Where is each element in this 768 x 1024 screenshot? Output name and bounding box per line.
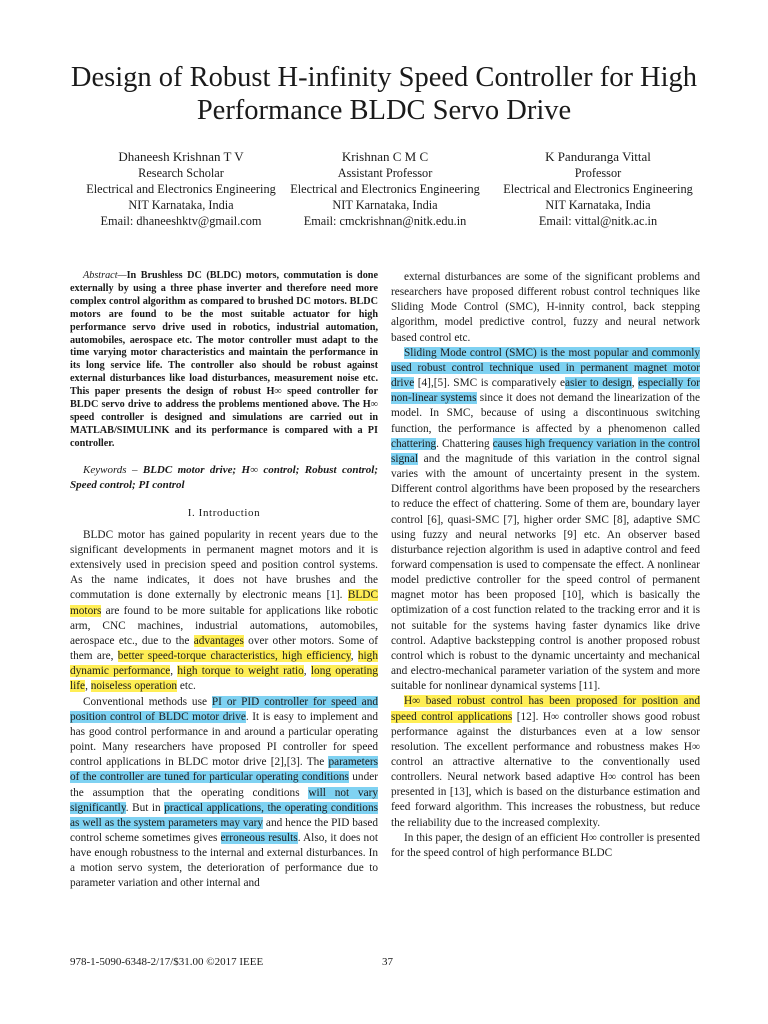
text-run: . Chattering	[436, 437, 493, 450]
text-run: ,	[303, 665, 311, 678]
text-run: since it does not demand the linearization of the model. In SMC, because of using a discontinuous switching function, the performance is affected by a phenomenon called	[391, 392, 700, 435]
text-run: Conventional methods use	[83, 695, 212, 708]
highlighted-text: will not vary significantly	[70, 786, 379, 814]
text-run: BLDC motor has gained popularity in recent years due to the significant developments in permanent magnet motors and it is extensively used in precision speed and position control systems. As the name indicates, it does not have brushes and the commutation is done externally by electronic means [1].	[70, 528, 378, 602]
text-run: In this paper, the design of an efficient H∞ controller is presented for the speed control of high performance BLDC	[391, 831, 700, 859]
keywords-label: Keywords –	[83, 463, 138, 476]
highlighted-text: advantages	[193, 634, 244, 647]
author-role: Research Scholar	[138, 166, 224, 180]
author-inst: NIT Karnataka, India	[332, 198, 438, 212]
text-run: [4],[5]. SMC is comparatively e	[414, 377, 565, 390]
highlighted-text: practical applications, the operating conditions as well as the system parameters may vary	[70, 801, 379, 829]
text-run: under the assumption that the operating conditions	[70, 771, 379, 799]
text-run: etc.	[177, 680, 196, 693]
text-run: are found to be more suitable for applications like robotic arm, CNC machines, industrial automations, automobiles, aerospace etc., due to the	[70, 604, 378, 647]
author-dept: Electrical and Electronics Engineering	[503, 182, 693, 196]
highlighted-text: high torque to weight ratio	[177, 665, 304, 678]
highlighted-text: asier to design	[565, 377, 632, 390]
paragraph	[70, 528, 378, 695]
author-role: Assistant Professor	[337, 166, 433, 180]
footer-isbn: 978-1-5090-6348-2/17/$31.00 ©2017 IEEE	[70, 956, 264, 968]
highlighted-text: Sliding Mode control (SMC) is the most popular and commonly used robust control technique used in permanent magnet motor drive	[391, 346, 700, 390]
text-run: . Also, it does not have enough robustness to the internal and external disturbances. In a motion servo system, the deterioration of performance due to parameter variation and other internal and	[70, 831, 378, 890]
abstract-label: Abstract—	[83, 270, 127, 281]
text-run: ,	[350, 650, 358, 663]
highlighted-text: better speed-torque characteristics, high efficiency	[117, 650, 351, 663]
text-run: and the magnitude of this variation in the control signal varies with the amount of uncertainty present in the system. Different control algorithms have been proposed by the researchers to reduce the effect of chattering. Some of them are, boundary layer control [6], quasi-SMC [7], higher order SMC [8], adaptive SMC using fuzzy and neural networks [9] etc. An observer based disturbance rejection algorithm is used in adaptive control and feed forward compensation is used to compensate the effect. A nonlinear model predictive controller for the speed control of permanent magnet motor has been proposed [10], which is basically the optimization of a cost function related to the tracking error and it is not suitable for the systems having faster dynamics like drive control. Adaptive backstepping control is another proposed robust control which is robust to the dynamic uncertainty and mechanical and electro-mechanical parameter variation of the system and more suitable for nonlinear dynamical systems [11].	[391, 452, 700, 693]
highlighted-text: BLDC motors	[70, 589, 378, 617]
author-block	[0, 148, 768, 228]
highlighted-text: especially for non-linear systems	[391, 377, 700, 405]
paragraph	[391, 346, 700, 695]
author-role: Professor	[574, 166, 622, 180]
section-heading: I. Introduction	[187, 506, 261, 519]
paragraph	[391, 694, 700, 830]
left-column	[70, 270, 378, 892]
author-1	[76, 148, 286, 229]
author-inst: NIT Karnataka, India	[545, 198, 651, 212]
text-run: . It is easy to implement and has good control performance in and around a particular operating point. Many researchers have proposed PI controller for speed control applications in BLDC motor drive [2],[3]. The	[70, 710, 378, 769]
highlighted-text: PI or PID controller for speed and position control of BLDC motor drive	[70, 695, 378, 723]
keywords-text: BLDC motor drive; H∞ control; Robust control; Speed control; PI control	[70, 463, 379, 491]
abstract-text: In Brushless DC (BLDC) motors, commutation is done externally by using a three phase inverter and therefore need more complex control algorithm as compared to brushed DC motors. BLDC motors are found to be the most suitable actuator for high performance servo drive used in robotics, industrial automation, automobiles, aerospace etc. The motor controller must adapt to the time varying motor characteristics and maintain the performance in its long service life. The controller also should be robust against external disturbances like load disturbances, measurement noise etc. This paper presents the design of robust H∞ speed controller for BLDC servo drive to address the problems mentioned above. The H∞ speed controller is designed and simulations are carried out in MATLAB/SIMULINK and its performance is compared with a PI controller.	[70, 270, 378, 449]
keywords	[70, 463, 378, 493]
text-run: [12]. H∞ controller shows good robust performance against the disturbances even at a low sensor resolution. The excellent performance and robustness makes H∞ control an attractive alternative to the conventionally used controllers. Neural network based adaptive H∞ control has been presented in [13], which is based on the disturbance estimation and feed forward algorithm. This increases the robustness, but reduce the reliability due to the increased complexity.	[391, 710, 700, 829]
right-column	[391, 270, 700, 861]
paragraph	[391, 831, 700, 861]
text-run: and hence the PID based control scheme sometimes gives	[70, 816, 378, 844]
author-email: Email: dhaneeshktv@gmail.com	[100, 214, 262, 228]
author-2	[280, 148, 490, 229]
text-run: over other motors. Some of them are,	[70, 634, 378, 663]
right-body	[391, 270, 700, 861]
author-email: Email: vittal@nitk.ac.in	[538, 214, 658, 228]
text-run: ,	[85, 680, 91, 693]
text-run: ,	[170, 665, 178, 678]
author-inst: NIT Karnataka, India	[128, 198, 234, 212]
highlighted-text: parameters of the controller are tuned for particular operating conditions	[70, 756, 378, 784]
author-name: Krishnan C M C	[341, 149, 429, 164]
author-dept: Electrical and Electronics Engineering	[290, 182, 480, 196]
text-run: ,	[631, 377, 639, 390]
text-run: . But in	[125, 801, 165, 814]
paragraph	[70, 695, 378, 892]
highlighted-text: noiseless operation	[90, 680, 177, 693]
text-run: external disturbances are some of the significant problems and researchers have proposed different robust control techniques like Sliding Mode Control (SMC), H-innity control, back stepping algorithm, model predictive control, fuzzy and neural network based control etc.	[391, 271, 700, 344]
highlighted-text: erroneous results	[220, 831, 298, 844]
author-dept: Electrical and Electronics Engineering	[86, 182, 276, 196]
author-name: K Panduranga Vittal	[545, 149, 651, 164]
author-email: Email: cmckrishnan@nitk.edu.in	[303, 214, 467, 228]
highlighted-text: chattering	[391, 437, 437, 450]
paragraph	[391, 270, 700, 346]
author-name: Dhaneesh Krishnan T V	[118, 149, 244, 164]
author-3	[488, 148, 708, 229]
highlighted-text: H∞ based robust control has been proposed for position and speed control applications	[391, 695, 700, 723]
highlighted-text: causes high frequency variation in the control signal	[391, 437, 700, 465]
left-body	[70, 528, 378, 892]
abstract	[70, 270, 378, 451]
highlighted-text: high dynamic performance	[70, 650, 378, 678]
paper-title: Design of Robust H-infinity Speed Controller for High Performance BLDC Servo Drive	[70, 62, 698, 126]
highlighted-text: long operating life	[70, 665, 378, 693]
page-number: 37	[382, 956, 393, 968]
